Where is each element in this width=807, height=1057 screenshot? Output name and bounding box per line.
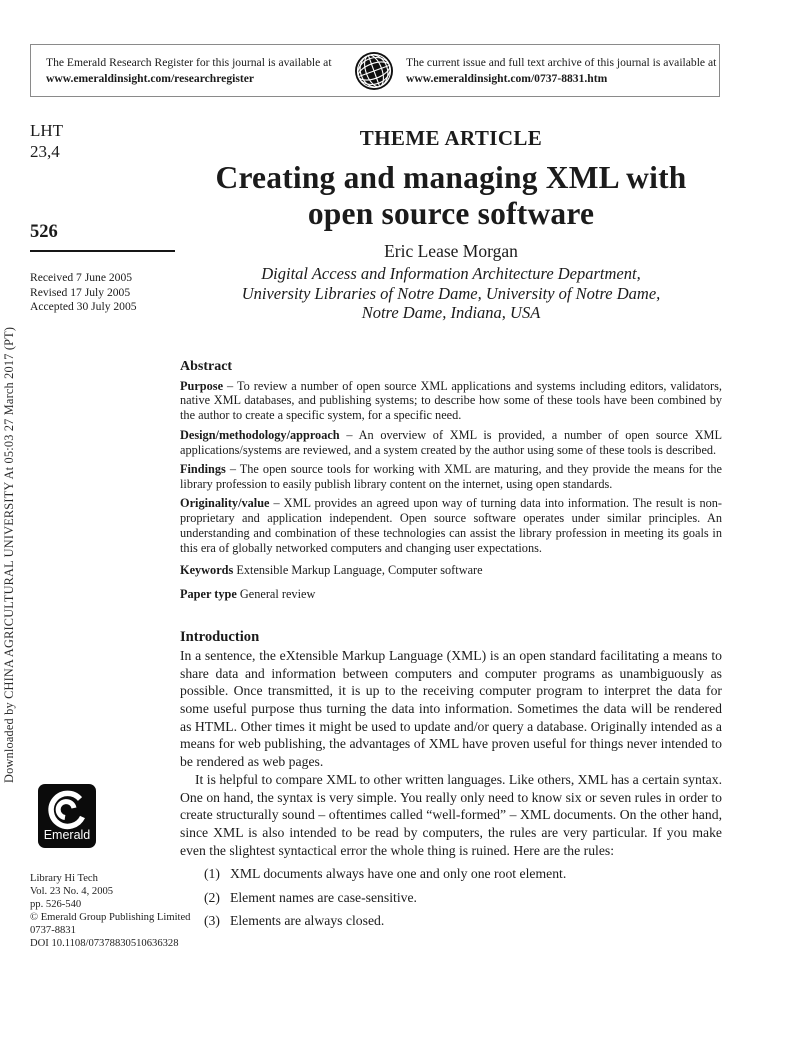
abstract-originality	[180, 496, 722, 556]
paper-type-label: Paper type	[180, 586, 237, 601]
accepted-date: Accepted 30 July 2005	[30, 300, 137, 314]
paper-type-value: General review	[239, 586, 316, 601]
page-number-rule	[30, 250, 175, 252]
abstract-findings	[180, 462, 722, 492]
introduction-para2: It is helpful to compare XML to other written languages. Like others, XML has a certain syntax. One on hand, the syntax is very simple. You really only need to know six or seven rules in order to create structurally sound – oftentimes called “well-formed” – XML documents. On the other hand, since XML is also intended to be read by computers, the rules are very particular. If you make even the slightest syntactical error the whole thing is ruined. Here are the rules:	[180, 771, 722, 858]
abstract-design-label: Design/methodology/approach	[180, 427, 340, 442]
received-date: Received 7 June 2005	[30, 271, 133, 284]
paper-type-line	[180, 587, 722, 602]
journal-issue: 23,4	[30, 141, 60, 161]
abstract-purpose-label: Purpose	[180, 378, 224, 393]
article-title-line1: Creating and managing XML with	[215, 160, 687, 195]
xml-rules-list	[180, 865, 722, 929]
imprint-issn: 0737-8831	[30, 925, 76, 937]
journal-abbrev-block	[30, 121, 63, 162]
current-issue-url: www.emeraldinsight.com/0737-8831.htm	[406, 71, 608, 85]
research-register-text: The Emerald Research Register for this journal is available at	[46, 55, 332, 69]
abstract-section	[180, 359, 722, 602]
author-name: Eric Lease Morgan	[384, 241, 518, 261]
imprint-block	[30, 872, 190, 951]
list-item-text: Element names are case-sensitive.	[230, 889, 417, 905]
list-item-text: XML documents always have one and only one root element.	[230, 866, 567, 882]
abstract-purpose-text: – To review a number of open source XML applications and systems including editors, validators, native XML databases, and publishing systems; to describe how some of these tools have been combined by the author to create a specific system, for a specific need.	[180, 378, 722, 423]
abstract-design-text: – An overview of XML is provided, a number of open source XML applications/systems are reviewed, and a system created by the author using some of these tools is described.	[180, 427, 722, 457]
emerald-logo	[38, 784, 96, 848]
journal-abbrev: LHT	[30, 121, 64, 140]
download-watermark: Downloaded by CHINA AGRICULTURAL UNIVERSITY At 05:03 27 March 2017 (PT)	[2, 326, 16, 783]
article-history	[30, 271, 137, 315]
imprint-journal: Library Hi Tech	[30, 873, 98, 884]
imprint-pages: pp. 526-540	[30, 899, 82, 911]
keywords-label: Keywords	[180, 562, 234, 577]
affiliation-line1: Digital Access and Information Architecture Department,	[261, 264, 641, 283]
article-body	[180, 126, 722, 935]
abstract-findings-label: Findings	[180, 462, 226, 477]
globe-icon	[354, 51, 394, 91]
current-issue-text: The current issue and full text archive of this journal is available at	[406, 55, 717, 69]
availability-header-box	[30, 44, 720, 97]
list-item-text: Elements are always closed.	[230, 912, 385, 928]
article-title-line2: open source software	[307, 196, 595, 231]
introduction-para1: In a sentence, the eXtensible Markup Language (XML) is an open standard facilitating a means to share data and information between computers and computer programs as unambiguously as possible. Once transmitted, it is up to the receiving computer program to interpret the data for some useful purpose thus turning the data into information. Sometimes the data will be rendered as HTML. Other times it might be used to update and/or query a database. Originally intended as a means for web publishing, the advantages of XML have proven useful for things never intended to be rendered as web pages.	[180, 647, 722, 770]
article-kicker: THEME ARTICLE	[359, 126, 543, 150]
revised-date: Revised 17 July 2005	[30, 285, 131, 299]
research-register-note	[31, 55, 346, 87]
current-issue-note	[400, 55, 719, 87]
abstract-design	[180, 428, 722, 458]
list-item	[180, 912, 722, 930]
emerald-logo-text: Emerald	[43, 828, 91, 842]
keywords-value: Extensible Markup Language, Computer software	[236, 562, 483, 577]
imprint-volume: Vol. 23 No. 4, 2005	[30, 886, 114, 898]
introduction-section	[180, 629, 722, 930]
list-item-number: (1)	[204, 866, 220, 882]
page-number: 526	[30, 222, 58, 242]
author-affiliation	[180, 264, 722, 323]
list-item-number: (2)	[204, 889, 220, 905]
abstract-originality-text: – XML provides an agreed upon way of turning data into information. The result is non-proprietary and application independent. Open source software operates under similar principles. An understanding and combination of these technologies can assist the library profession in meeting its goals in this era of globally networked computers and changing user expectations.	[180, 496, 722, 556]
imprint-doi: DOI 10.1108/07378830510636328	[30, 938, 179, 950]
keywords-line	[180, 563, 722, 578]
imprint-copyright: © Emerald Group Publishing Limited	[30, 912, 191, 924]
list-item	[180, 889, 722, 907]
article-title	[180, 160, 722, 232]
introduction-heading: Introduction	[180, 628, 260, 645]
abstract-originality-label: Originality/value	[180, 496, 270, 511]
abstract-purpose	[180, 379, 722, 424]
list-item	[180, 865, 722, 883]
abstract-findings-text: – The open source tools for working with XML are maturing, and they provide the means for the library profession to easily publish library content on the internet, using open standards.	[180, 462, 722, 491]
abstract-heading: Abstract	[180, 358, 233, 374]
research-register-url: www.emeraldinsight.com/researchregister	[46, 71, 254, 85]
affiliation-line3: Notre Dame, Indiana, USA	[361, 303, 541, 322]
affiliation-line2: University Libraries of Notre Dame, University of Notre Dame,	[241, 283, 661, 303]
list-item-number: (3)	[204, 912, 220, 928]
